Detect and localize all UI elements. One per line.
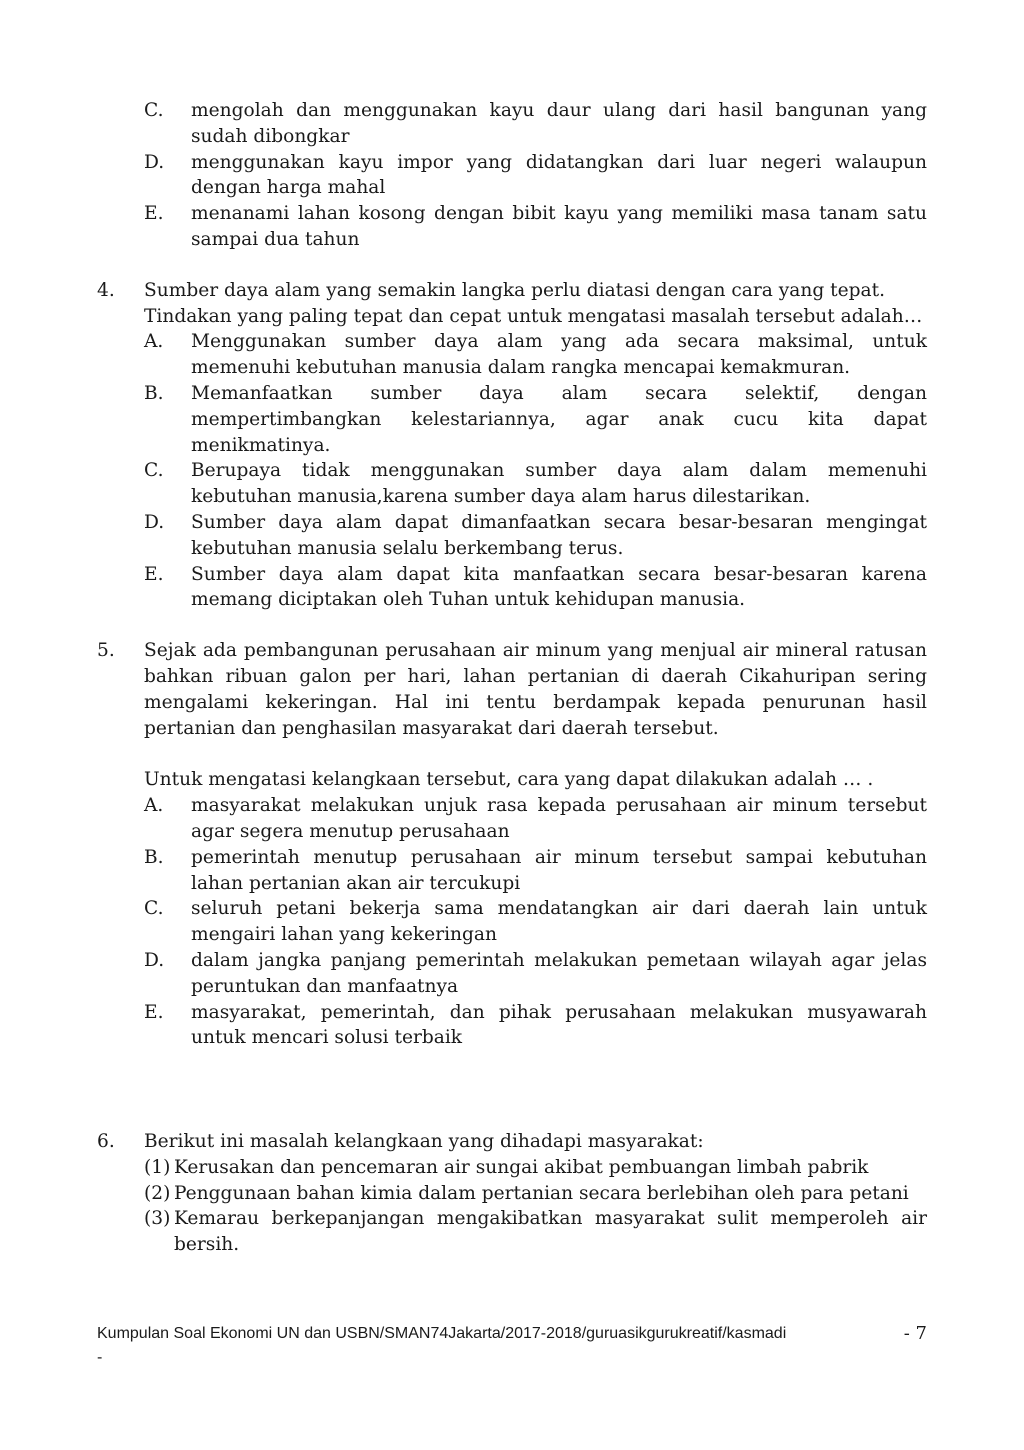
- option-label: D.: [144, 151, 165, 173]
- option-text: seluruh petani bekerja sama mendatangkan air dari daerah lain untuk mengairi lahan yang kekeringan: [191, 898, 927, 946]
- question-5: [97, 638, 927, 1051]
- question-stem: Sejak ada pembangunan perusahaan air minum yang menjual air mineral ratusan bahkan ribuan galon per hari, lahan pertanian di daerah Cikahuripan sering mengalami kekeringan. Hal ini tentu berdampak kepada penurunan hasil pertanian dan penghasilan masyarakat dari daerah tersebut.: [144, 640, 927, 739]
- question-prompt: Untuk mengatasi kelangkaan tersebut, cara yang dapat dilakukan adalah … .: [144, 769, 874, 791]
- item-label: (1): [144, 1156, 171, 1178]
- q4-option-c: [144, 458, 927, 510]
- item-label: (3): [144, 1208, 171, 1230]
- q5-option-a: [144, 793, 927, 845]
- option-label: E.: [144, 563, 164, 585]
- question-number: 6.: [97, 1131, 115, 1153]
- page-footer: [97, 1322, 927, 1370]
- option-text: Berupaya tidak menggunakan sumber daya alam dalam memenuhi kebutuhan manusia,karena sumber daya alam harus dilestarikan.: [191, 460, 927, 508]
- q5-option-b: [144, 845, 927, 897]
- q3-option-d: [97, 150, 927, 202]
- footer-text: Kumpulan Soal Ekonomi UN dan USBN/SMAN74Jakarta/2017-2018/guruasikgurukreatif/kasmadi: [97, 1325, 787, 1342]
- question-4: [97, 278, 927, 613]
- option-text: Menggunakan sumber daya alam yang ada secara maksimal, untuk memenuhi kebutuhan manusia dalam rangka mencapai kemakmuran.: [191, 331, 927, 379]
- option-label: E.: [144, 1001, 164, 1023]
- q4-option-d: [144, 510, 927, 562]
- question-stem: Berikut ini masalah kelangkaan yang dihadapi masyarakat:: [144, 1131, 704, 1153]
- question-stem: Tindakan yang paling tepat dan cepat untuk mengatasi masalah tersebut adalah…: [144, 305, 923, 327]
- item-text: Kemarau berkepanjangan mengakibatkan masyarakat sulit memperoleh air bersih.: [174, 1208, 927, 1256]
- option-text: Memanfaatkan sumber daya alam secara selektif, dengan mempertimbangkan kelestariannya, agar anak cucu kita dapat menikmatinya.: [191, 382, 927, 456]
- q3-option-e: [97, 201, 927, 253]
- option-text: masyarakat, pemerintah, dan pihak perusahaan melakukan musyawarah untuk mencari solusi terbaik: [191, 1001, 927, 1049]
- option-label: C.: [144, 100, 164, 121]
- option-label: C.: [144, 898, 164, 920]
- q5-option-e: [144, 1000, 927, 1052]
- q6-item-2: [144, 1181, 927, 1207]
- q5-option-d: [144, 948, 927, 1000]
- option-text: Sumber daya alam dapat dimanfaatkan secara besar-besaran mengingat kebutuhan manusia selalu berkembang terus.: [191, 511, 927, 559]
- q4-option-e: [144, 562, 927, 614]
- option-text: pemerintah menutup perusahaan air minum tersebut sampai kebutuhan lahan pertanian akan air tercukupi: [191, 846, 927, 894]
- option-label: A.: [144, 331, 164, 353]
- option-text: masyarakat melakukan unjuk rasa kepada perusahaan air minum tersebut agar segera menutup perusahaan: [191, 795, 927, 842]
- question-6: [97, 1129, 927, 1258]
- option-label: B.: [144, 846, 164, 868]
- q3-options: [97, 98, 927, 253]
- item-text: Penggunaan bahan kimia dalam pertanian secara berlebihan oleh para petani: [174, 1182, 909, 1204]
- q5-option-c: [144, 896, 927, 948]
- option-text: menanami lahan kosong dengan bibit kayu yang memiliki masa tanam satu sampai dua tahun: [191, 203, 927, 250]
- q4-option-a: [144, 329, 927, 381]
- question-number: 4.: [97, 279, 115, 301]
- question-number: 5.: [97, 640, 115, 662]
- option-text: dalam jangka panjang pemerintah melakukan pemetaan wilayah agar jelas peruntukan dan manfaatnya: [191, 949, 927, 997]
- page-content: [97, 98, 927, 1258]
- page-number: - 7: [903, 1323, 927, 1344]
- option-text: menggunakan kayu impor yang didatangkan dari luar negeri walaupun dengan harga mahal: [191, 151, 927, 199]
- q4-option-b: [144, 381, 927, 458]
- option-label: D.: [144, 949, 165, 971]
- option-text: mengolah dan menggunakan kayu daur ulang dari hasil bangunan yang sudah dibongkar: [191, 100, 927, 147]
- q3-option-c: [97, 98, 927, 150]
- q6-item-3: [144, 1206, 927, 1258]
- option-label: A.: [144, 795, 164, 817]
- option-label: B.: [144, 382, 164, 404]
- option-label: E.: [144, 203, 164, 225]
- item-label: (2): [144, 1182, 171, 1204]
- option-label: D.: [144, 511, 165, 533]
- option-text: Sumber daya alam dapat kita manfaatkan secara besar-besaran karena memang diciptakan oleh Tuhan untuk kehidupan manusia.: [191, 563, 927, 611]
- footer-dash: -: [97, 1349, 103, 1366]
- q6-item-1: [144, 1155, 927, 1181]
- item-text: Kerusakan dan pencemaran air sungai akibat pembuangan limbah pabrik: [174, 1156, 869, 1178]
- option-label: C.: [144, 460, 164, 482]
- question-stem: Sumber daya alam yang semakin langka perlu diatasi dengan cara yang tepat.: [144, 279, 885, 301]
